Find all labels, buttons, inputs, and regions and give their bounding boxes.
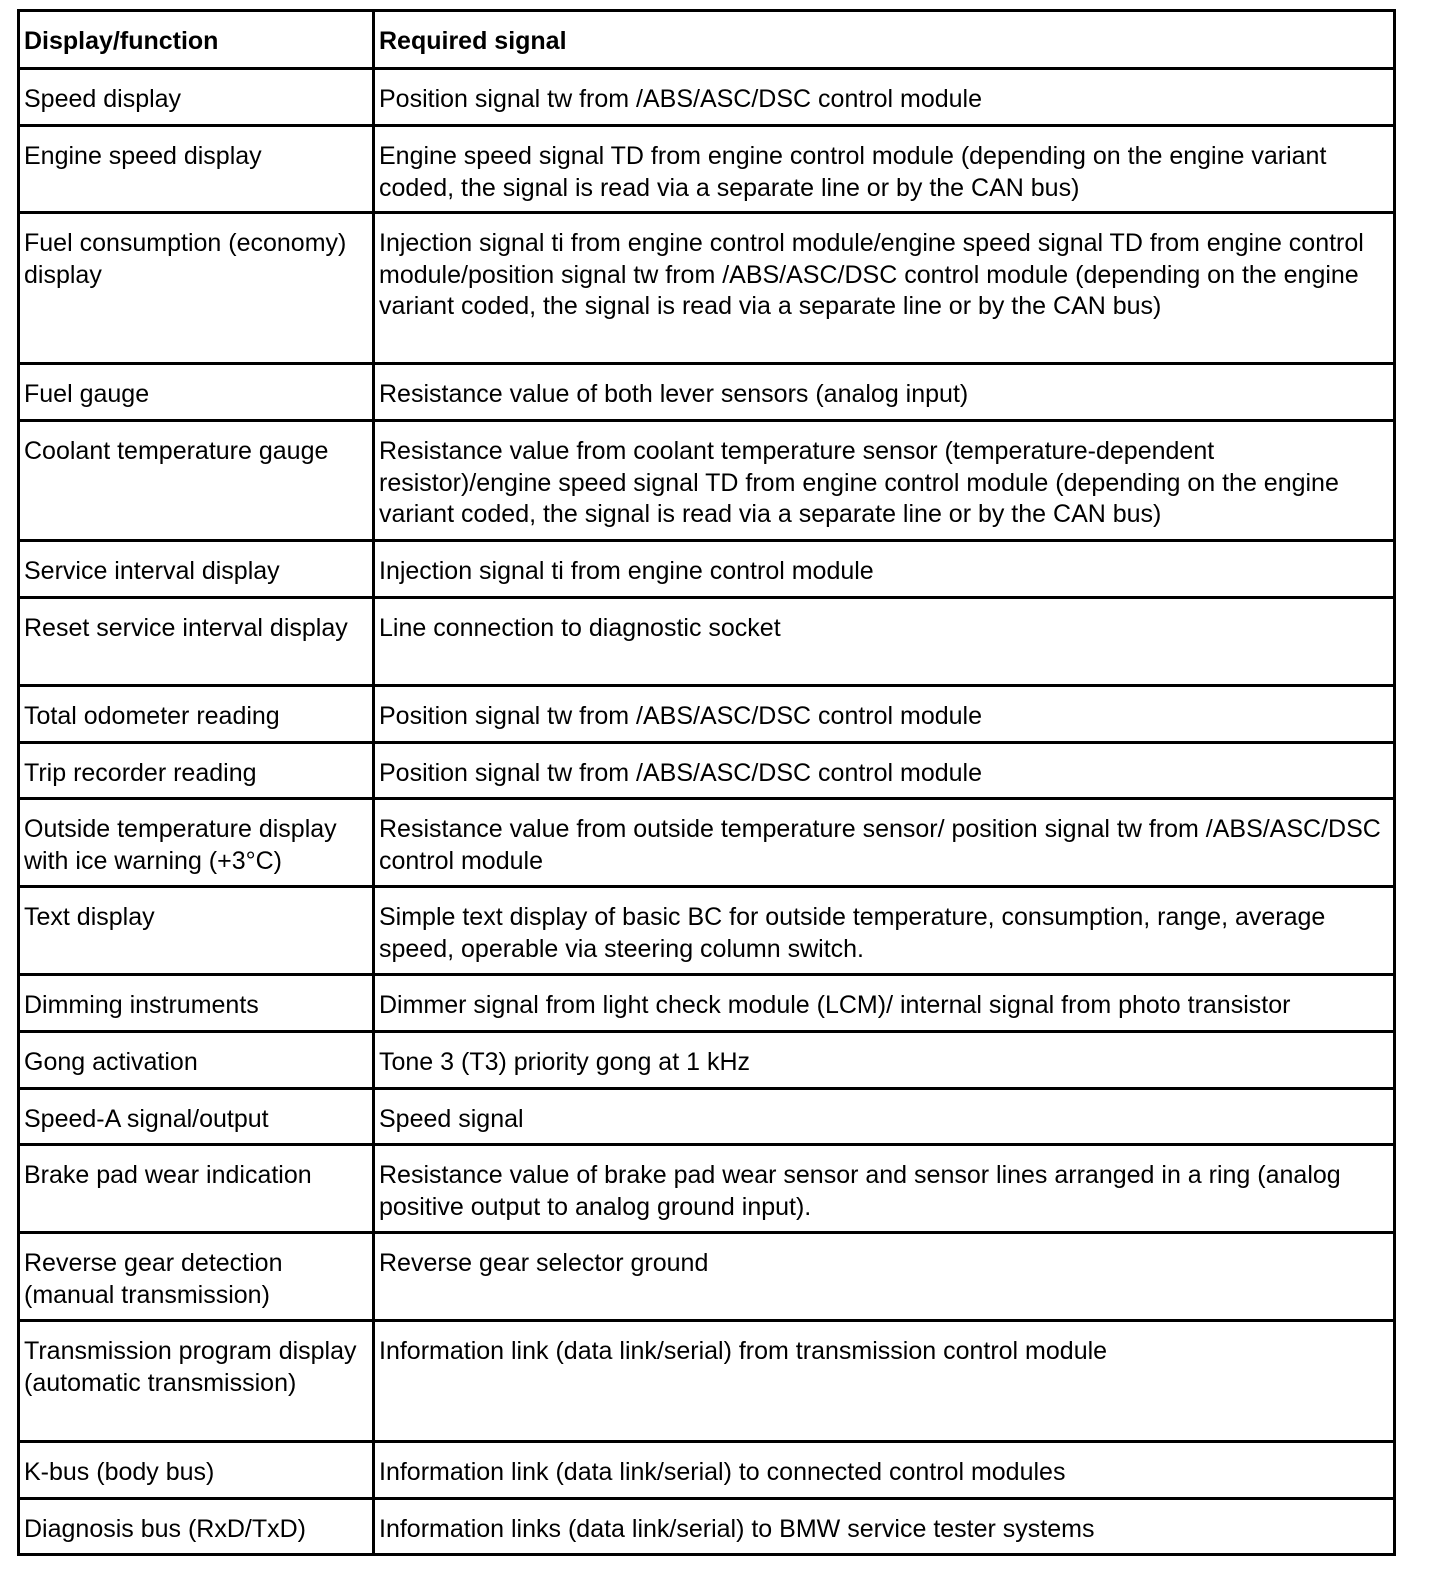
function-cell: Engine speed display <box>19 126 374 213</box>
table-row <box>19 364 1395 421</box>
function-cell: Dimming instruments <box>19 975 374 1032</box>
signal-cell: Reverse gear selector ground <box>374 1233 1395 1321</box>
signal-cell: Resistance value from coolant temperature sensor (temperature-dependent resistor)/engine speed signal TD from engine control module (depending on the engine variant coded, the signal is read via a separate line or by the CAN bus) <box>374 421 1395 541</box>
function-cell: Coolant temperature gauge <box>19 421 374 541</box>
signal-cell: Dimmer signal from light check module (LCM)/ internal signal from photo transistor <box>374 975 1395 1032</box>
function-cell: K-bus (body bus) <box>19 1442 374 1499</box>
function-cell: Brake pad wear indication <box>19 1145 374 1233</box>
function-cell: Fuel gauge <box>19 364 374 421</box>
signal-cell: Information link (data link/serial) to connected control modules <box>374 1442 1395 1499</box>
signal-cell: Tone 3 (T3) priority gong at 1 kHz <box>374 1032 1395 1089</box>
signal-cell: Position signal tw from /ABS/ASC/DSC control module <box>374 69 1395 126</box>
table-row <box>19 686 1395 743</box>
table-row <box>19 1321 1395 1442</box>
table-row <box>19 126 1395 213</box>
signal-cell: Information links (data link/serial) to BMW service tester systems <box>374 1499 1395 1555</box>
table-row <box>19 69 1395 126</box>
function-cell: Text display <box>19 887 374 975</box>
table-row <box>19 887 1395 975</box>
signal-cell: Line connection to diagnostic socket <box>374 598 1395 686</box>
function-cell: Speed display <box>19 69 374 126</box>
table-row <box>19 213 1395 364</box>
function-cell: Reset service interval display <box>19 598 374 686</box>
signal-cell: Resistance value from outside temperature sensor/ position signal tw from /ABS/ASC/DSC control module <box>374 799 1395 887</box>
function-cell: Transmission program display (automatic transmission) <box>19 1321 374 1442</box>
table-row <box>19 1233 1395 1321</box>
table-header-row <box>19 11 1395 69</box>
table-row <box>19 1499 1395 1555</box>
header-required-signal: Required signal <box>374 11 1395 69</box>
signal-cell: Position signal tw from /ABS/ASC/DSC control module <box>374 743 1395 799</box>
table-row <box>19 1032 1395 1089</box>
signal-cell: Injection signal ti from engine control module <box>374 541 1395 598</box>
table-row <box>19 975 1395 1032</box>
table-row <box>19 743 1395 799</box>
table-row <box>19 1089 1395 1145</box>
function-cell: Diagnosis bus (RxD/TxD) <box>19 1499 374 1555</box>
signal-cell: Resistance value of brake pad wear sensor and sensor lines arranged in a ring (analog positive output to analog ground input). <box>374 1145 1395 1233</box>
function-cell: Speed-A signal/output <box>19 1089 374 1145</box>
table-row <box>19 1442 1395 1499</box>
signal-table <box>17 9 1396 1556</box>
signal-cell: Simple text display of basic BC for outside temperature, consumption, range, average speed, operable via steering column switch. <box>374 887 1395 975</box>
signal-cell: Injection signal ti from engine control module/engine speed signal TD from engine control module/position signal tw from /ABS/ASC/DSC control module (depending on the engine variant coded, the signal is read via a separate line or by the CAN bus) <box>374 213 1395 364</box>
function-cell: Gong activation <box>19 1032 374 1089</box>
signal-cell: Engine speed signal TD from engine control module (depending on the engine variant coded, the signal is read via a separate line or by the CAN bus) <box>374 126 1395 213</box>
table-row <box>19 799 1395 887</box>
function-cell: Reverse gear detection (manual transmission) <box>19 1233 374 1321</box>
table-row <box>19 541 1395 598</box>
signal-cell: Resistance value of both lever sensors (analog input) <box>374 364 1395 421</box>
signal-cell: Position signal tw from /ABS/ASC/DSC control module <box>374 686 1395 743</box>
table-row <box>19 598 1395 686</box>
signal-cell: Information link (data link/serial) from transmission control module <box>374 1321 1395 1442</box>
header-display-function: Display/function <box>19 11 374 69</box>
function-cell: Trip recorder reading <box>19 743 374 799</box>
table-row <box>19 421 1395 541</box>
function-cell: Total odometer reading <box>19 686 374 743</box>
function-cell: Outside temperature display with ice warning (+3°C) <box>19 799 374 887</box>
signal-cell: Speed signal <box>374 1089 1395 1145</box>
table-row <box>19 1145 1395 1233</box>
function-cell: Fuel consumption (economy) display <box>19 213 374 364</box>
function-cell: Service interval display <box>19 541 374 598</box>
